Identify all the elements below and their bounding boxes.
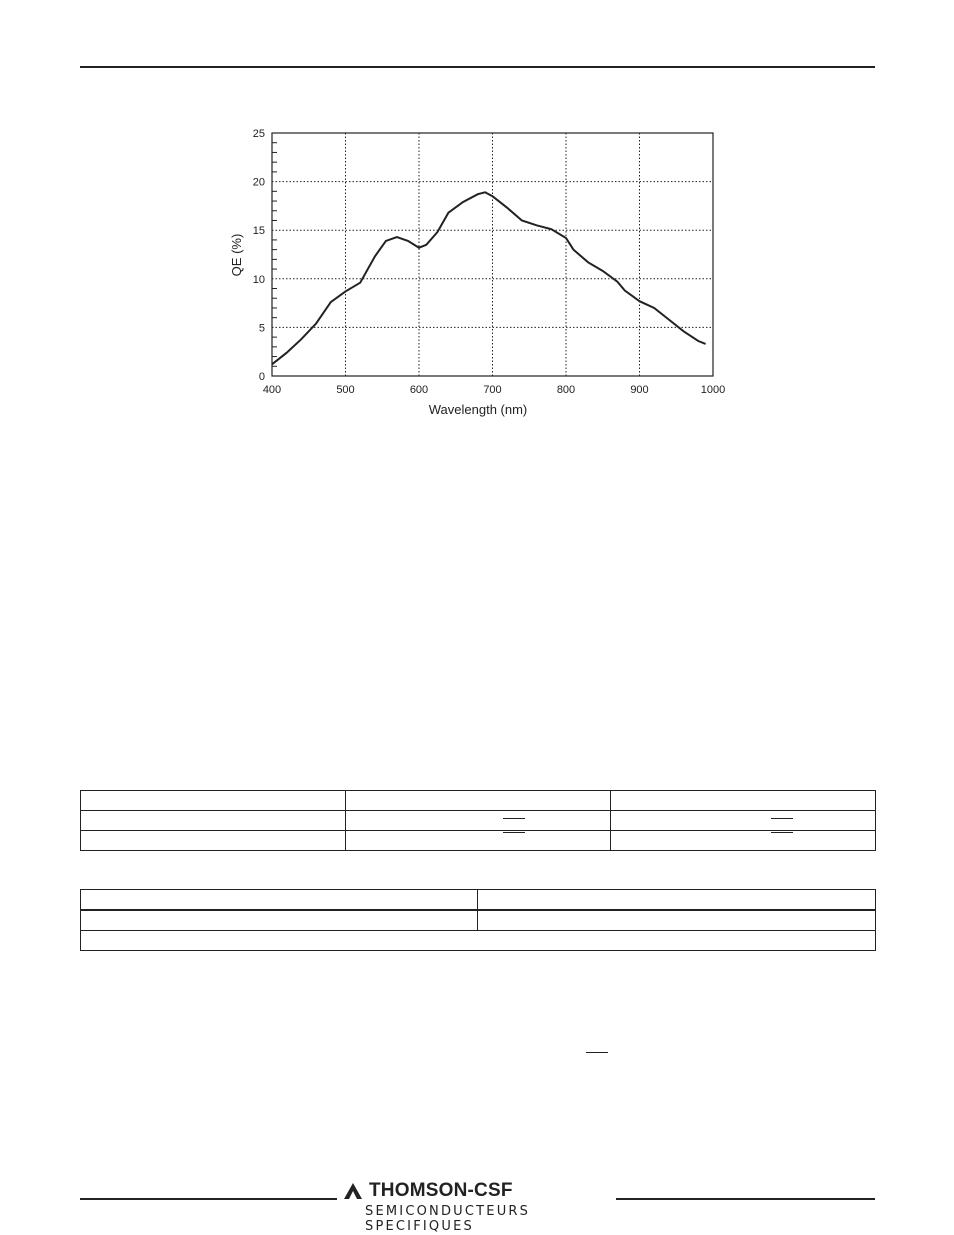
table-cell [81,910,478,931]
thomson-csf-logo [343,1180,618,1234]
y-tick-label: 10 [252,273,265,286]
x-tick-label: 600 [409,384,429,396]
table-row [81,910,876,931]
y-tick-label: 15 [252,225,265,238]
x-tick-label: 900 [630,384,649,396]
table-row [81,890,876,911]
table-row [81,811,876,831]
x-tick-label: 1000 [700,384,726,396]
table-cell [478,910,876,931]
overline-mark [771,832,793,833]
spec-table-1 [80,790,876,851]
overline-mark [503,818,525,819]
spec-table-2 [80,889,876,951]
table-cell [611,831,876,851]
table-cell [346,831,611,851]
x-axis-label: Wavelength (nm) [428,402,528,417]
table-cell [478,890,876,911]
x-tick-label: 700 [483,384,502,396]
table-cell [81,931,876,951]
table-row [81,931,876,951]
table-row [81,831,876,851]
y-tick-label: 0 [258,371,265,383]
y-tick-label: 5 [258,322,265,335]
table-cell [346,811,611,831]
qe-curve [272,192,706,364]
table-cell [81,811,346,831]
qe-chart [200,118,740,428]
table-cell [346,791,611,811]
logo-subtitle: SEMICONDUCTEURS SPECIFIQUES [365,1204,531,1234]
overline-mark [586,1052,608,1053]
y-tick-label: 20 [252,176,265,189]
chart-minor-ticks [272,143,277,367]
overline-mark [771,818,793,819]
table-cell [611,811,876,831]
header-rule [80,66,875,68]
table-row [81,791,876,811]
logo-name: THOMSON-CSF [369,1180,513,1201]
y-tick-label: 25 [252,128,265,140]
x-tick-label: 800 [556,384,576,396]
footer-rule-left [80,1198,337,1200]
x-tick-label: 400 [262,384,282,396]
table-cell [81,890,478,911]
table-cell [611,791,876,811]
chart-grid [272,133,713,376]
footer-rule-right [616,1198,875,1200]
x-tick-label: 500 [336,384,355,396]
overline-mark [503,832,525,833]
table-cell [81,791,346,811]
thomson-logo-icon [343,1182,363,1200]
table-cell [81,831,346,851]
y-axis-label: QE (%) [229,233,244,277]
